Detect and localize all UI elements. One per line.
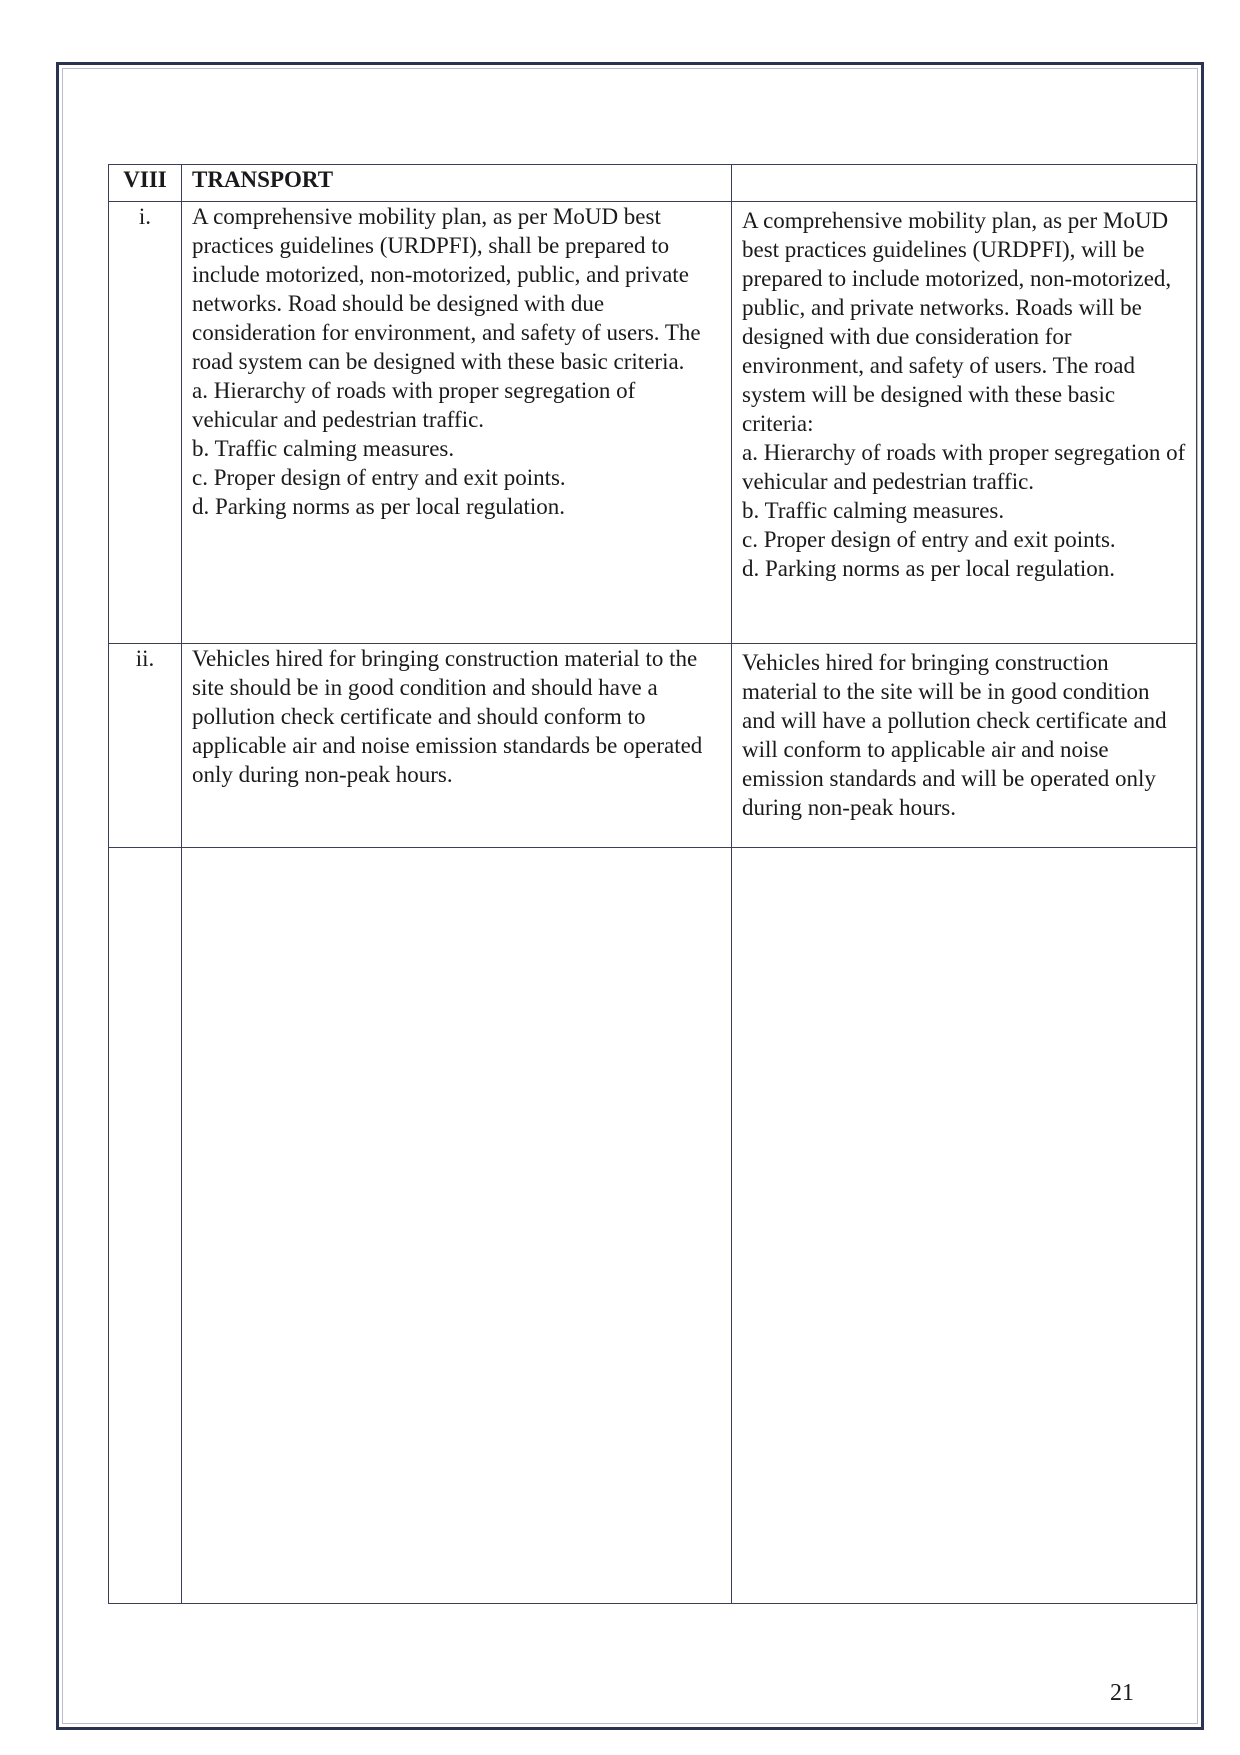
condition-item: d. Parking norms as per local regulation.	[192, 494, 566, 519]
empty-cell	[732, 848, 1197, 1604]
condition-item: a. Hierarchy of roads with proper segregation of vehicular and pedestrian traffic.	[192, 378, 636, 432]
section-header-blank	[732, 165, 1197, 202]
empty-row	[109, 848, 1197, 1604]
section-number: VIII	[109, 165, 182, 202]
condition-cell	[182, 644, 732, 848]
compliance-item: d. Parking norms as per local regulation.	[742, 556, 1116, 581]
compliance-item: a. Hierarchy of roads with proper segregation of vehicular and pedestrian traffic.	[742, 440, 1186, 494]
compliance-cell	[732, 644, 1197, 848]
row-number: ii.	[109, 644, 182, 848]
condition-item: c. Proper design of entry and exit points.	[192, 465, 566, 490]
empty-cell	[182, 848, 732, 1604]
compliance-text: A comprehensive mobility plan, as per MoUD best practices guidelines (URDPFI), will be prepared to include motorized, non-motorized, public, and private networks. Roads will be designed with due consideration for environment, and safety of users. The road system will be designed with these basic criteria:	[742, 208, 1172, 436]
transport-compliance-table	[108, 164, 1197, 1604]
page-number: 21	[1110, 1680, 1134, 1706]
table-row	[109, 202, 1197, 644]
condition-text: A comprehensive mobility plan, as per MoUD best practices guidelines (URDPFI), shall be prepared to include motorized, non-motorized, public, and private networks. Road should be designed with due consideration for environment, and safety of users. The road system can be designed with these basic criteria.	[192, 204, 701, 374]
compliance-item: c. Proper design of entry and exit points.	[742, 527, 1116, 552]
compliance-cell	[732, 202, 1197, 644]
condition-cell	[182, 202, 732, 644]
section-header-row	[109, 165, 1197, 202]
section-title: TRANSPORT	[182, 165, 732, 202]
compliance-text: Vehicles hired for bringing construction material to the site will be in good condition and will have a pollution check certificate and will conform to applicable air and noise emission standards and will be operated only during non-peak hours.	[742, 650, 1167, 820]
empty-cell	[109, 848, 182, 1604]
table-row	[109, 644, 1197, 848]
row-number: i.	[109, 202, 182, 644]
compliance-item: b. Traffic calming measures.	[742, 498, 1005, 523]
condition-text: Vehicles hired for bringing construction material to the site should be in good condition and should have a pollution check certificate and should conform to applicable air and noise emission standards be operated only during non-peak hours.	[192, 646, 703, 787]
condition-item: b. Traffic calming measures.	[192, 436, 455, 461]
